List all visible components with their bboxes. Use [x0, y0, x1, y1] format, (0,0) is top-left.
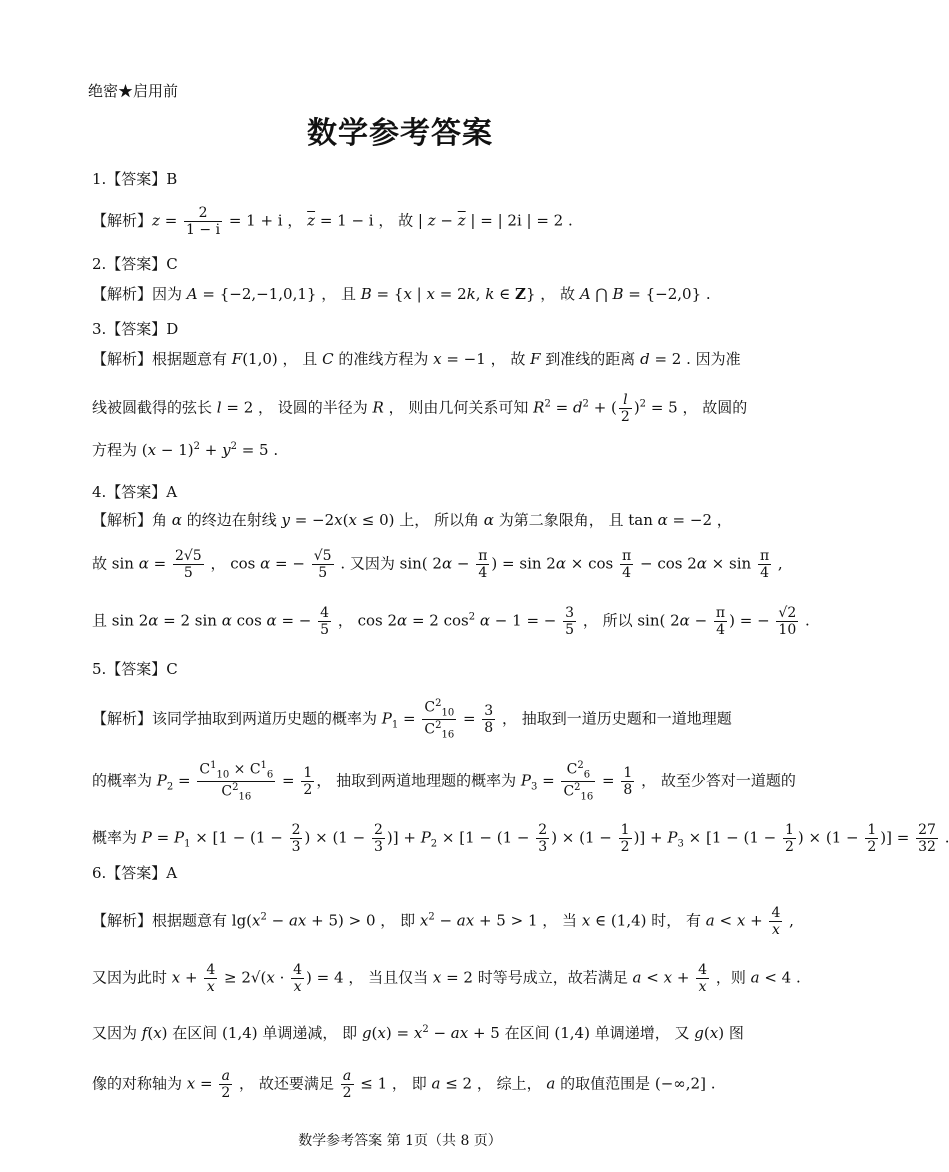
answer-1: 1.【答案】B: [92, 170, 178, 188]
solution-5-line2: 的概率为 $P_2$ = $\frac{C^1_{10} \times C^1_6}{C^2_{16}}$ = $\frac{1}{2}$ ， 抽取到两道地理题的概率为 $P_3$ = $\frac{C^2_6}{C^2_{16}}$ = $\frac{1}{8}$ ， 故至少答对一道题的: [92, 760, 796, 803]
solution-6-line4: 像的对称轴为 x = $\frac{a}{2}$ ， 故还要满足 $\frac{a}{2}$ ≤ 1 ， 即 a ≤ 2 ， 综上， a 的取值范围是 (−∞,2] .: [92, 1068, 716, 1102]
answer-5: 5.【答案】C: [92, 660, 178, 678]
solution-3-line1: 【解析】根据题意有 F(1,0) ， 且 C 的准线方程为 x = −1 ， 故 F 到准线的距离 d = 2 . 因为准: [92, 350, 741, 368]
solution-3-line2: 线被圆截得的弦长 l = 2 ， 设圆的半径为 R ， 则由几何关系可知 $R^2 = d^2$ + ( $\frac{l}{2}$ )$^2$ = 5 ， 故圆的: [92, 392, 748, 426]
solution-2: 【解析】因为 A = {−2,−1,0,1} ， 且 B = {x | x = 2k, k ∈ Z} ， 故 A ⋂ B = {−2,0} .: [92, 285, 711, 303]
solution-4-line1: 【解析】角 α 的终边在射线 y = −2x(x ≤ 0) 上， 所以角 α 为第二象限角， 且 tan α = −2 ，: [92, 511, 732, 529]
solution-4-line2: 故 sin α = $\frac{2√5}{5}$ ， cos α = − $\frac{√5}{5}$ . 又因为 sin( 2α − $\frac{\pi}{4}$ ) = sin 2α × cos $\frac{\pi}{4}$ − cos 2α × sin $\frac{\pi}{4}$ ,: [92, 548, 783, 582]
solution-5-line1: 【解析】该同学抽取到两道历史题的概率为 $P_1$ = $\frac{C^2_{10}}{C^2_{16}}$ = $\frac{3}{8}$ ， 抽取到一道历史题和一道地理题: [92, 698, 732, 741]
answer-3: 3.【答案】D: [92, 320, 179, 338]
solution-6-line3: 又因为 f(x) 在区间 (1,4) 单调递减， 即 $g(x) = x^2$ − ax + 5 在区间 (1,4) 单调递增， 又 g(x) 图: [92, 1024, 744, 1042]
page-title: 数学参考答案: [307, 116, 493, 151]
solution-5-line3: 概率为 $P = P_1 \times [1 - (1$ − $\frac{2}{3}$ ) × (1 − $\frac{2}{3}$ )] + $P_2 \times [1 - (1$ − $\frac{2}{3}$ ) × (1 − $\frac{1}{2}$ )] + $P_3 \times [1 - (1$ − $\frac{1}{2}$ ) × (1 − $\frac{1}{2}$ )] = $\frac{27}{32}$ .: [92, 822, 949, 856]
answer-2: 2.【答案】C: [92, 255, 178, 273]
answer-6: 6.【答案】A: [92, 864, 178, 882]
page-footer: 数学参考答案 第 1页（共 8 页）: [298, 1133, 502, 1149]
secret-label: 绝密★启用前: [88, 82, 179, 100]
solution-3-line3: 方程为 $(x - 1)^2 + y^2 = 5$ .: [92, 441, 279, 459]
answer-4: 4.【答案】A: [92, 483, 178, 501]
solution-6-line2: 又因为此时 x + $\frac{4}{x}$ ≥ 2√(x · $\frac{4}{x}$ ) = 4 ， 当且仅当 x = 2 时等号成立，故若满足 a < x + $\frac{4}{x}$ ，则 a < 4 .: [92, 962, 801, 996]
solution-6-line1: 【解析】根据题意有 $\lg(x^2$ − ax + 5) > 0 ， 即 $x^2$ − ax + 5 > 1 ， 当 x ∈ (1,4) 时， 有 a < x + $\frac{4}{x}$ ,: [92, 905, 794, 939]
solution-4-line3: 且 sin 2α = 2 sin α cos α = − $\frac{4}{5}$ ， cos 2α = 2 $\cos^2 \alpha - 1$ = − $\frac{3}{5}$ ， 所以 sin( 2α − $\frac{\pi}{4}$ ) = − $\frac{√2}{10}$ .: [92, 605, 810, 639]
solution-1: 【解析】z = $\frac{2}{1 - i}$ = 1 + i ， $\overline{z} = 1 - i$ ， 故 | $z - \overline{z}$ | = | 2i | = 2 .: [92, 205, 573, 239]
